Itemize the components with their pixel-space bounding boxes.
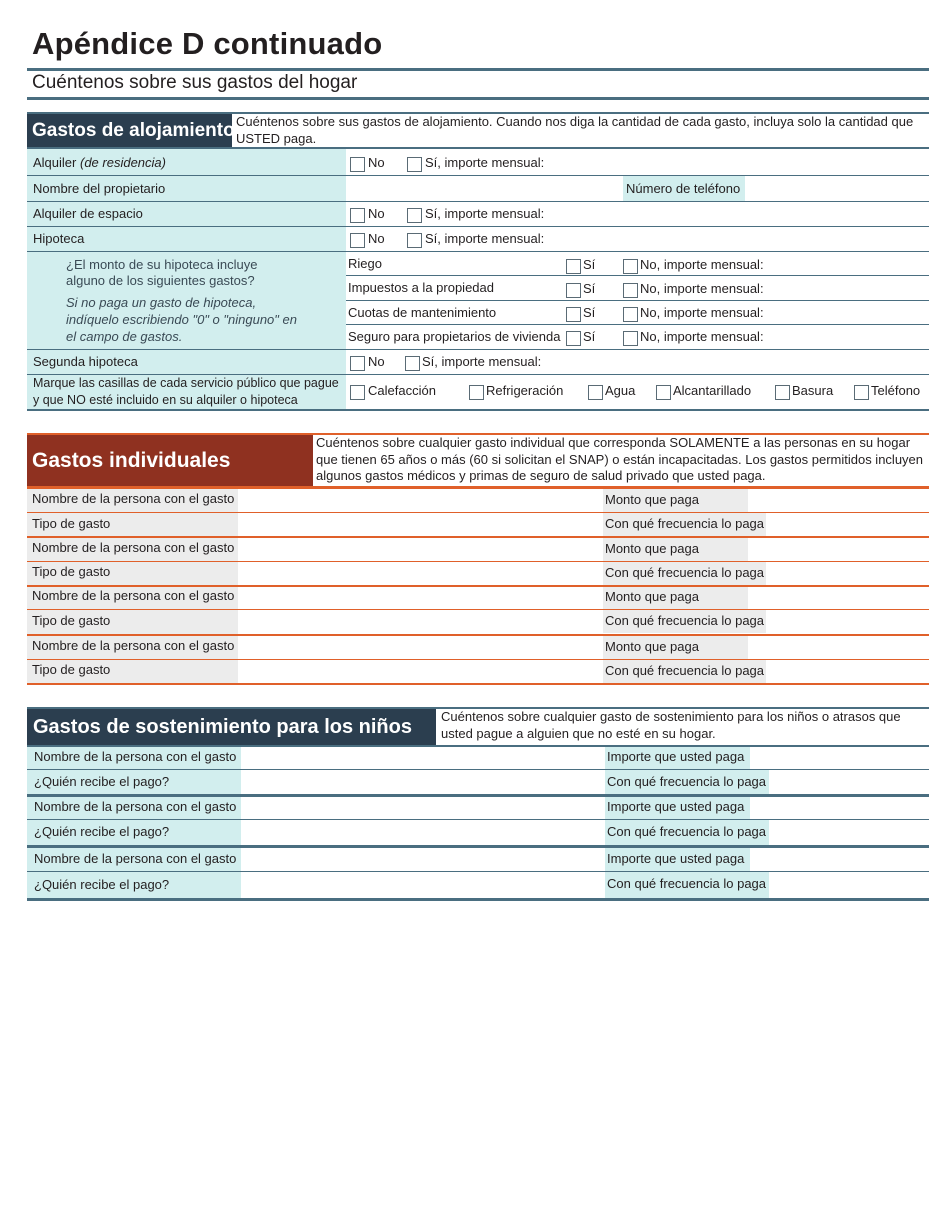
recipient-input[interactable]: [245, 822, 600, 842]
entry-rule: [27, 536, 929, 538]
second-mortgage-amount-input[interactable]: [545, 353, 923, 373]
property-tax-yes-checkbox[interactable]: [566, 283, 581, 298]
mortgage-amount-input[interactable]: [548, 230, 923, 250]
person-input[interactable]: [242, 539, 598, 559]
entry-rule: [27, 794, 929, 797]
individual-rule-bottom: [27, 683, 929, 685]
row-rule: [27, 561, 929, 562]
rent-yes-label: Sí, importe mensual:: [425, 155, 545, 170]
person-input[interactable]: [245, 748, 600, 768]
frequency-input[interactable]: [773, 772, 924, 792]
person-input[interactable]: [242, 637, 598, 657]
type-input[interactable]: [242, 611, 598, 631]
home-insurance-amount-input[interactable]: [770, 328, 923, 348]
header-rule-top: [27, 68, 929, 71]
row-rule: [27, 769, 929, 770]
individual-description: Cuéntenos sobre cualquier gasto individual que corresponda SOLAMENTE a las personas en su hogar que tienen 65 años o más (60 si solicitan el SNAP) o están incapacitadas. Los gastos permitidos incluyen algunos gastos médicos y primas de seguro de salud privado que usted paga.: [316, 435, 924, 483]
row-rule: [346, 275, 929, 276]
trash-checkbox[interactable]: [775, 385, 790, 400]
row-rule: [27, 609, 929, 610]
frequency-label: Con qué frecuencia lo paga: [607, 824, 767, 839]
person-input[interactable]: [242, 490, 598, 510]
amount-label: Monto que paga: [605, 639, 699, 654]
yes-label: Sí: [583, 305, 596, 320]
space-rent-no-checkbox[interactable]: [350, 208, 365, 223]
type-label: Tipo de gasto: [32, 564, 111, 579]
mortgage-question-line1: ¿El monto de su hipoteca incluye: [66, 257, 258, 272]
mortgage-no-checkbox[interactable]: [350, 233, 365, 248]
person-label: Nombre de la persona con el gasto: [34, 851, 237, 866]
child-support-description: Cuéntenos sobre cualquier gasto de sostenimiento para los niños o atrasos que usted pague a alguien que no esté en su hogar.: [441, 709, 901, 741]
person-label: Nombre de la persona con el gasto: [32, 588, 235, 603]
row-rule: [27, 201, 929, 202]
second-mortgage-label: Segunda hipoteca: [33, 354, 138, 369]
yes-label: Sí: [583, 257, 596, 272]
amount-input[interactable]: [752, 588, 924, 608]
page-subtitle: Cuéntenos sobre sus gastos del hogar: [32, 72, 358, 93]
irrigation-amount-input[interactable]: [770, 255, 923, 275]
space-rent-label: Alquiler de espacio: [33, 206, 143, 221]
space-rent-no-label: No: [368, 206, 385, 221]
frequency-input[interactable]: [770, 514, 924, 534]
utilities-label-line2: y que NO esté incluido en su alquiler o hipoteca: [33, 393, 298, 407]
frequency-label: Con qué frecuencia lo paga: [605, 516, 765, 531]
second-mortgage-no-label: No: [368, 354, 385, 369]
page-title: Apéndice D continuado: [32, 26, 383, 61]
recipient-input[interactable]: [245, 772, 600, 792]
person-label: Nombre de la persona con el gasto: [32, 540, 235, 555]
maintenance-amount-input[interactable]: [770, 304, 923, 324]
recipient-label: ¿Quién recibe el pago?: [34, 877, 170, 892]
row-rule: [346, 324, 929, 325]
second-mortgage-yes-label: Sí, importe mensual:: [422, 354, 542, 369]
row-rule: [27, 226, 929, 227]
entry-rule: [27, 585, 929, 587]
rent-yes-checkbox[interactable]: [407, 157, 422, 172]
amount-input[interactable]: [752, 490, 924, 510]
housing-description: Cuéntenos sobre sus gastos de alojamiento. Cuando nos diga la cantidad de cada gasto, incluya solo la cantidad que USTED paga.: [236, 114, 914, 146]
type-label: Tipo de gasto: [32, 662, 111, 677]
mortgage-yes-label: Sí, importe mensual:: [425, 231, 545, 246]
row-rule: [27, 175, 929, 176]
amount-input[interactable]: [754, 798, 924, 818]
amount-label: Importe que usted paga: [607, 799, 745, 814]
space-rent-amount-input[interactable]: [548, 205, 923, 225]
frequency-input[interactable]: [770, 563, 924, 583]
home-insurance-no-checkbox[interactable]: [623, 331, 638, 346]
person-label: Nombre de la persona con el gasto: [34, 799, 237, 814]
amount-input[interactable]: [754, 748, 924, 768]
utility-label: Refrigeración: [486, 383, 564, 398]
property-tax-amount-input[interactable]: [770, 279, 923, 299]
frequency-input[interactable]: [770, 611, 924, 631]
child-support-title: Gastos de sostenimiento para los niños: [27, 709, 436, 745]
row-rule: [27, 349, 929, 350]
mortgage-yes-checkbox[interactable]: [407, 233, 422, 248]
telephone-checkbox[interactable]: [854, 385, 869, 400]
second-mortgage-yes-checkbox[interactable]: [405, 356, 420, 371]
rent-label: Alquiler (de residencia): [33, 155, 166, 170]
no-monthly-label: No, importe mensual:: [640, 281, 764, 296]
mortgage-no-label: No: [368, 231, 385, 246]
amount-label: Monto que paga: [605, 492, 699, 507]
utility-label: Teléfono: [871, 383, 921, 398]
space-rent-yes-checkbox[interactable]: [407, 208, 422, 223]
frequency-input[interactable]: [770, 661, 924, 681]
amount-label: Importe que usted paga: [607, 851, 745, 866]
housing-rule-bottom: [27, 409, 929, 411]
landlord-input[interactable]: [350, 179, 618, 199]
individual-title: Gastos individuales: [27, 435, 313, 486]
row-rule: [27, 659, 929, 660]
utility-label: Alcantarillado: [673, 383, 752, 398]
type-label: Tipo de gasto: [32, 613, 111, 628]
mortgage-hint-line2: indíquelo escribiendo "0" o "ninguno" en: [66, 312, 297, 327]
person-label: Nombre de la persona con el gasto: [34, 749, 237, 764]
amount-label: Monto que paga: [605, 541, 699, 556]
amount-label: Monto que paga: [605, 589, 699, 604]
yes-label: Sí: [583, 281, 596, 296]
entry-rule: [27, 845, 929, 848]
mortgage-label: Hipoteca: [33, 231, 85, 246]
type-input[interactable]: [242, 563, 598, 583]
no-monthly-label: No, importe mensual:: [640, 257, 764, 272]
mortgage-hint-line1: Si no paga un gasto de hipoteca,: [66, 295, 257, 310]
header-rule-bottom: [27, 97, 929, 100]
frequency-label: Con qué frecuencia lo paga: [605, 613, 765, 628]
rent-amount-input[interactable]: [548, 154, 923, 174]
mortgage-question-line2: alguno de los siguientes gastos?: [66, 273, 255, 288]
no-monthly-label: No, importe mensual:: [640, 329, 764, 344]
amount-input[interactable]: [754, 850, 924, 870]
maintenance-yes-checkbox[interactable]: [566, 307, 581, 322]
child-rule-bottom: [27, 898, 929, 901]
recipient-input[interactable]: [245, 875, 600, 895]
row-rule: [27, 871, 929, 872]
sewer-checkbox[interactable]: [656, 385, 671, 400]
type-input[interactable]: [242, 514, 598, 534]
frequency-label: Con qué frecuencia lo paga: [607, 876, 767, 891]
frequency-label: Con qué frecuencia lo paga: [605, 663, 765, 678]
heating-checkbox[interactable]: [350, 385, 365, 400]
frequency-label: Con qué frecuencia lo paga: [605, 565, 765, 580]
row-rule: [346, 300, 929, 301]
irrigation-yes-checkbox[interactable]: [566, 259, 581, 274]
row-rule: [27, 819, 929, 820]
frequency-input[interactable]: [773, 822, 924, 842]
rent-no-label: No: [368, 155, 385, 170]
housing-title: Gastos de alojamiento: [27, 114, 232, 147]
amount-label: Importe que usted paga: [607, 749, 745, 764]
second-mortgage-no-checkbox[interactable]: [350, 356, 365, 371]
rent-no-checkbox[interactable]: [350, 157, 365, 172]
space-rent-yes-label: Sí, importe mensual:: [425, 206, 545, 221]
frequency-label: Con qué frecuencia lo paga: [607, 774, 767, 789]
type-input[interactable]: [242, 661, 598, 681]
mortgage-hint-line3: el campo de gastos.: [66, 329, 183, 344]
row-rule: [27, 512, 929, 513]
phone-input[interactable]: [748, 179, 923, 199]
person-input[interactable]: [242, 588, 598, 608]
utility-label: Agua: [605, 383, 636, 398]
person-label: Nombre de la persona con el gasto: [32, 638, 235, 653]
included-item-label: Cuotas de mantenimiento: [348, 305, 497, 320]
type-label: Tipo de gasto: [32, 516, 111, 531]
no-monthly-label: No, importe mensual:: [640, 305, 764, 320]
cooling-checkbox[interactable]: [469, 385, 484, 400]
water-checkbox[interactable]: [588, 385, 603, 400]
utility-label: Calefacción: [368, 383, 436, 398]
included-item-label: Riego: [348, 256, 382, 271]
recipient-label: ¿Quién recibe el pago?: [34, 824, 170, 839]
recipient-label: ¿Quién recibe el pago?: [34, 774, 170, 789]
utilities-label-line1: Marque las casillas de cada servicio público que pague: [33, 376, 339, 390]
utility-label: Basura: [792, 383, 834, 398]
amount-input[interactable]: [752, 539, 924, 559]
row-rule: [27, 251, 929, 252]
phone-label: Número de teléfono: [626, 181, 741, 196]
home-insurance-yes-checkbox[interactable]: [566, 331, 581, 346]
yes-label: Sí: [583, 329, 596, 344]
amount-input[interactable]: [752, 637, 924, 657]
entry-rule: [27, 634, 929, 636]
person-input[interactable]: [245, 798, 600, 818]
landlord-label: Nombre del propietario: [33, 181, 166, 196]
included-item-label: Impuestos a la propiedad: [348, 280, 494, 295]
maintenance-no-checkbox[interactable]: [623, 307, 638, 322]
person-label: Nombre de la persona con el gasto: [32, 491, 235, 506]
included-item-label: Seguro para propietarios de vivienda: [348, 329, 561, 344]
irrigation-no-checkbox[interactable]: [623, 259, 638, 274]
frequency-input[interactable]: [773, 875, 924, 895]
person-input[interactable]: [245, 850, 600, 870]
property-tax-no-checkbox[interactable]: [623, 283, 638, 298]
